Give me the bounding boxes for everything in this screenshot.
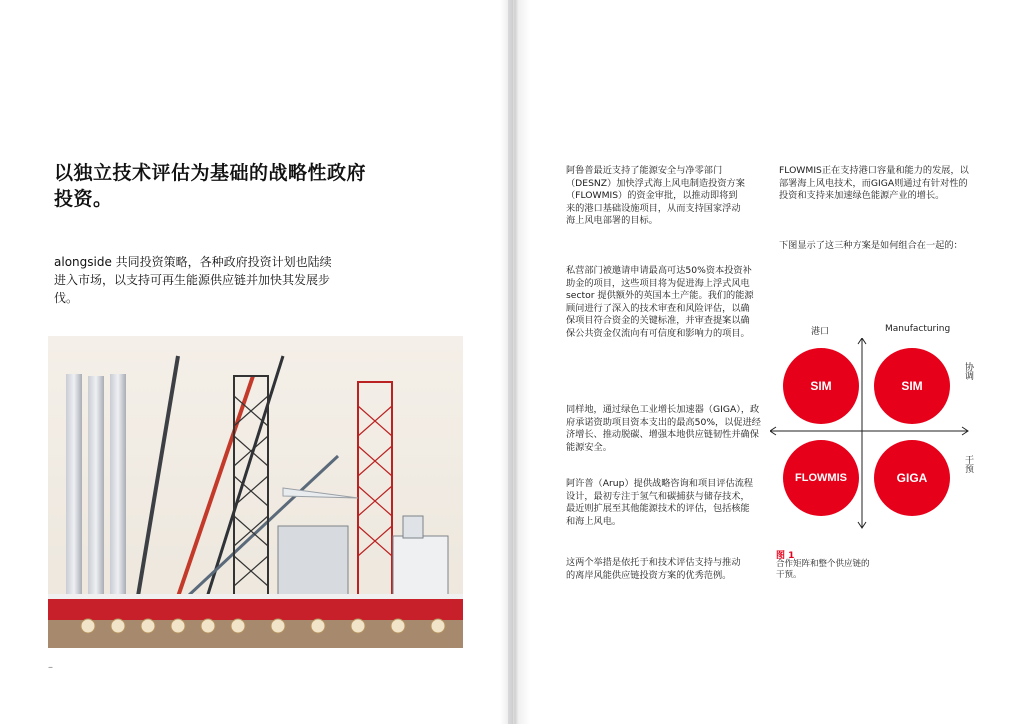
offshore-wind-port-photo [48,336,463,648]
body-paragraph: 下图显示了这三种方案是如何组合在一起的： [779,240,963,251]
quadrant-sim-right: SIM [874,348,950,424]
quadrant-sim-left: SIM [783,348,859,424]
body-paragraph: FLOWMIS正在支持港口容量和能力的发展，以部署海上风电技术，而GIGA则通过有针对性的投资和支持来加速绿色能源产业的增长。 [779,165,969,202]
axis-label-right-bottom: 干预 [963,455,973,473]
axis-label-right-top: 协调 [963,362,973,380]
axis-label-top-right: Manufacturing [885,324,951,334]
figure-caption-body: 合作矩阵和整个供应链的干预。 [776,559,870,580]
intro-paragraph: alongside 共同投资策略，各种政府投资计划也陆续进入市场，以支持可再生能源供应链并加快其发展步伐。 [54,255,332,305]
body-paragraph: 同样地，通过绿色工业增长加速器（GIGA），政府承诺资助项目资本支出的最高50%，以促进经济增长、推动脱碳、增强本地供应链韧性并确保能源安全。 [566,404,761,453]
axis-label-top-left: 港口 [811,327,830,337]
body-paragraph: 阿许普（Arup）提供战略咨询和项目评估流程设计，最初专注于氢气和碳捕获与储存技术，最近则扩展至其他能源技术的评估，包括核能和海上风电。 [566,478,754,527]
body-paragraph: 阿鲁普最近支持了能源安全与净零部门（DESNZ）加快浮式海上风电制造投资方案（FLOWMIS）的资金审批，以推动即将到来的港口基础设施项目，从而支持国家浮动海上风电部署的目标。 [566,165,745,227]
quadrant-flowmis: FLOWMIS [783,440,859,516]
page-marker: – [48,662,53,673]
body-paragraph: 这两个举措是依托于和技术评估支持与推动的离岸风能供应链投资方案的优秀范例。 [566,557,741,581]
figure-caption-title: 图 1 [776,551,795,561]
body-paragraph: 私营部门被邀请申请最高可达50%资本投资补助金的项目，这些项目将为促进海上浮式风电 sector 提供额外的英国本土产能。我们的能源顾问进行了深入的技术审查和风险评估，以确保项目符合资金的关键标准，并审查提案以确保公共资金仅流向有可信度和影响力的项目。 [566,265,754,339]
left-page [0,0,508,724]
page-title: 以独立技术评估为基础的战略性政府投资。 [54,162,367,210]
quadrant-giga: GIGA [874,440,950,516]
